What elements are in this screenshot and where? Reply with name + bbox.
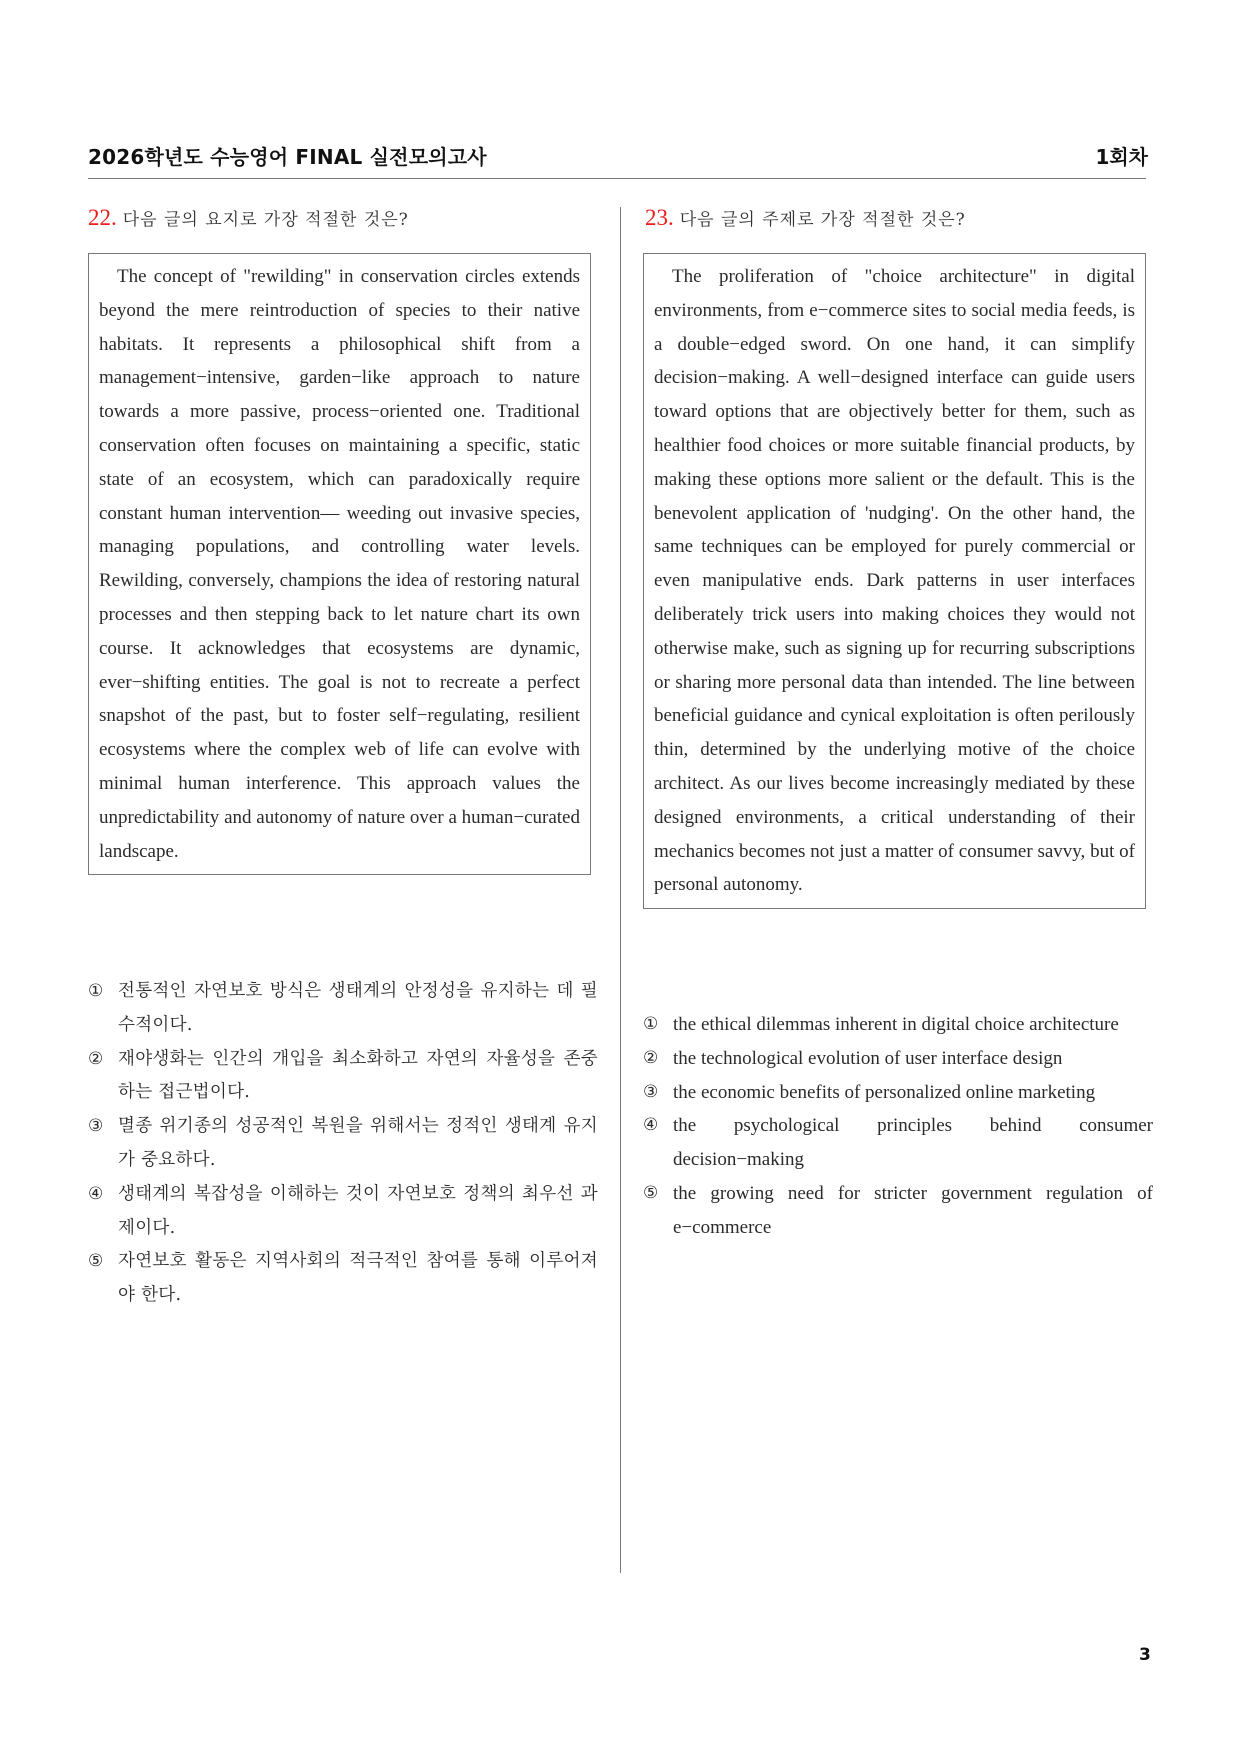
option-marker: ⑤ xyxy=(88,1251,104,1272)
question-number: 22. xyxy=(88,205,117,230)
question-text: 다음 글의 주제로 가장 적절한 것은? xyxy=(679,210,966,230)
exam-title: 2026학년도 수능영어 FINAL 실전모의고사 xyxy=(88,145,487,169)
answer-option-1[interactable] xyxy=(88,975,598,1043)
answer-option-2[interactable] xyxy=(643,1042,1153,1076)
answer-option-5[interactable] xyxy=(88,1245,598,1313)
column-divider xyxy=(620,207,621,1573)
option-text: the economic benefits of personalized online marketing xyxy=(673,1081,1096,1103)
option-marker: ③ xyxy=(88,1116,104,1137)
page-number: 3 xyxy=(1139,1645,1151,1665)
option-text: the growing need for stricter government regulation of e−commerce xyxy=(673,1182,1153,1238)
option-text: 자연보호 활동은 지역사회의 적극적인 참여를 통해 이루어져야 한다. xyxy=(118,1251,598,1306)
option-marker: ④ xyxy=(643,1115,659,1136)
answer-options xyxy=(643,1008,1153,1245)
answer-option-4[interactable] xyxy=(88,1178,598,1246)
option-text: 생태계의 복잡성을 이해하는 것이 자연보호 정책의 최우선 과제이다. xyxy=(118,1183,598,1238)
option-text: the technological evolution of user interface design xyxy=(673,1047,1063,1069)
question-number: 23. xyxy=(645,205,674,230)
answer-option-4[interactable] xyxy=(643,1109,1153,1177)
option-marker: ② xyxy=(88,1048,104,1069)
question-prompt xyxy=(645,205,966,231)
header-divider xyxy=(88,178,1146,179)
passage-box xyxy=(88,253,591,875)
option-marker: ⑤ xyxy=(643,1182,659,1203)
option-text: 전통적인 자연보호 방식은 생태계의 안정성을 유지하는 데 필수적이다. xyxy=(118,981,598,1035)
option-text: the psychological principles behind consumer decision−making xyxy=(673,1115,1153,1171)
exam-round: 1회차 xyxy=(1095,145,1148,169)
answer-option-5[interactable] xyxy=(643,1177,1153,1245)
option-marker: ③ xyxy=(643,1081,659,1102)
option-text: the ethical dilemmas inherent in digital choice architecture xyxy=(673,1014,1119,1035)
option-marker: ④ xyxy=(88,1183,104,1204)
question-text: 다음 글의 요지로 가장 적절한 것은? xyxy=(122,210,409,230)
passage-text: The concept of "rewilding" in conservation circles extends beyond the mere reintroduction of species to their native habitats. It represents a philosophical shift from a management−intensive, garden−like approach to nature towards a more passive, process−oriented one. Traditional conservation often focuses on maintaining a specific, static state of an ecosystem, which can paradoxically require constant human intervention— weeding out invasive species, managing populations, and controlling water levels. Rewilding, conversely, champions the idea of restoring natural processes and then stepping back to let nature chart its own course. It acknowledges that ecosystems are dynamic, ever−shifting entities. The goal is not to recreate a perfect snapshot of the past, but to foster self−regulating, resilient ecosystems where the complex web of life can evolve with minimal human interference. This approach values the unpredictability and autonomy of nature over a human−curated landscape. xyxy=(99,266,580,862)
answer-option-3[interactable] xyxy=(88,1110,598,1178)
answer-option-2[interactable] xyxy=(88,1043,598,1111)
option-marker: ① xyxy=(643,1014,659,1034)
answer-options xyxy=(88,975,598,1313)
passage-box xyxy=(643,253,1146,909)
question-prompt xyxy=(88,205,409,231)
option-marker: ② xyxy=(643,1047,659,1068)
option-text: 멸종 위기종의 성공적인 복원을 위해서는 정적인 생태계 유지가 중요하다. xyxy=(118,1116,598,1170)
answer-option-3[interactable] xyxy=(643,1076,1153,1110)
option-text: 재야생화는 인간의 개입을 최소화하고 자연의 자율성을 존중하는 접근법이다. xyxy=(118,1048,598,1103)
passage-text: The proliferation of "choice architecture" in digital environments, from e−commerce sites to social media feeds, is a double−edged sword. On one hand, it can simplify decision−making. A well−designed interface can guide users toward options that are objectively better for them, such as healthier food choices or more suitable financial products, by making these options more salient or the default. This is the benevolent application of 'nudging'. On the other hand, the same techniques can be employed for purely commercial or even manipulative ends. Dark patterns in user interfaces deliberately trick users into making choices they would not otherwise make, such as signing up for recurring subscriptions or sharing more personal data than intended. The line between beneficial guidance and cynical exploitation is often perilously thin, determined by the underlying motive of the choice architect. As our lives become increasingly mediated by these designed environments, a critical understanding of their mechanics becomes not just a matter of consumer savvy, but of personal autonomy. xyxy=(654,266,1135,896)
option-marker: ① xyxy=(88,981,104,1001)
answer-option-1[interactable] xyxy=(643,1008,1153,1042)
